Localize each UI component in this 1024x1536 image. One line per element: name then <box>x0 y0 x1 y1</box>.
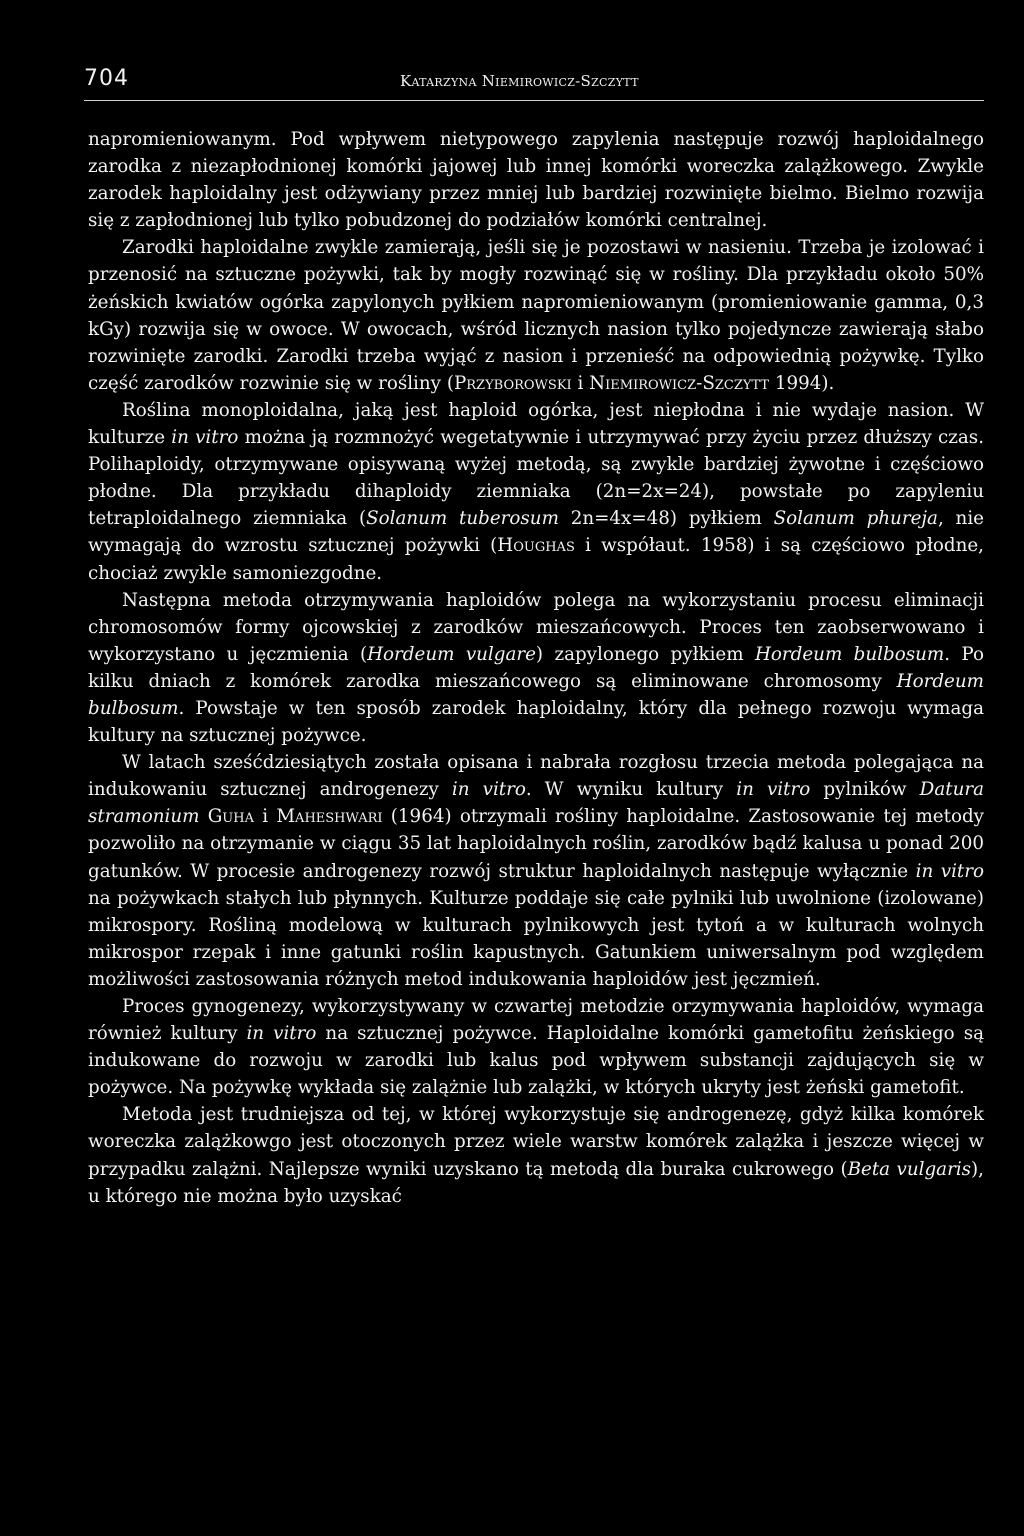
paragraph: Metoda jest trudniejsza od tej, w której wykorzystuje się androgenezę, gdyż kilka komórek woreczka zalążkowgo jest otoczonych przez wiele warstw komórek zalążka i jeszcze więcej w przypadku zalążni. Najlepsze wyniki uzyskano tą metodą dla buraka cukrowego (Beta vulgaris), u którego nie można było uzyskać <box>88 1104 984 1207</box>
species-name: Beta vulgaris <box>847 1158 972 1180</box>
author-citation: Niemirowicz-Szczytt <box>589 372 770 394</box>
paragraph: Proces gynogenezy, wykorzystywany w czwartej metodzie orzymywania haploidów, wymaga również kultury in vitro na sztucznej pożywce. Haploidalne komórki gametofitu żeńskiego są indukowane do rozwoju w zarodki lub kalus pod wpływem substancji zajdujących się w pożywce. Na pożywkę wykłada się zalążnie lub zalążki, w których ukryty jest żeński gametofit. <box>88 996 984 1099</box>
italic-term: in vitro <box>246 1023 317 1045</box>
species-name: Datura stramonium <box>88 779 984 828</box>
paragraph: Roślina monoploidalna, jaką jest haploid ogórka, jest niepłodna i nie wydaje nasion. W kulturze in vitro można ją rozmnożyć wegetatywnie i utrzymywać przy życiu przez dłuższy czas. Polihaploidy, otrzymywane opisywaną wyżej metodą, są zwykle bardziej żywotne i częściowo płodne. Dla przykładu dihaploidy ziemniaka (2n=2x=24), powstałe po zapyleniu tetraploidalnego ziemniaka (Solanum tuberosum 2n=4x=48) pyłkiem Solanum phureja, nie wymagają do wzrostu sztucznej pożywki (Houghas i współaut. 1958) i są częściowo płodne, chociaż zwykle samoniezgodne. <box>88 399 985 584</box>
paragraph: Zarodki haploidalne zwykle zamierają, jeśli się je pozostawi w nasieniu. Trzeba je izolować i przenosić na sztuczne pożywki, tak by mogły rozwinąć się w rośliny. Dla przykładu około 50% żeńskich kwiatów ogórka zapylonych pyłkiem napromieniowanym (promieniowanie gamma, 0,3 kGy) rozwija się w owoce. W owocach, wśród licznych nasion tylko pojedyncze zawierają słabo rozwinięte zarodki. Zarodki trzeba wyjąć z nasion i przenieść na odpowiednią pożywkę. Tylko część zarodków rozwinie się w rośliny (Przyborowski i Niemirowicz-Szczytt 1994). <box>88 237 984 394</box>
body-text <box>88 126 984 1210</box>
species-name: Hordeum vulgare <box>367 643 536 665</box>
species-name: Solanum phureja <box>773 508 938 530</box>
paragraph: napromieniowanym. Pod wpływem nietypowego zapylenia następuje rozwój haploidalnego zarodka z niezapłodnionej komórki jajowej lub innej komórki woreczka zalążkowego. Zwykle zarodek haploidalny jest odżywiany przez mniej lub bardziej rozwinięte bielmo. Bielmo rozwija się z zapłodnionej lub tylko pobudzonej do podziałów komórki centralnej. <box>88 129 984 232</box>
author-citation: Maheshwari <box>276 806 383 828</box>
running-head: Katarzyna Niemirowicz-Szczytt <box>400 72 639 90</box>
page-header <box>84 66 984 101</box>
italic-term: in vitro <box>451 779 526 801</box>
species-name: Hordeum bulbosum <box>88 670 984 719</box>
paragraph: Następna metoda otrzymywania haploidów polega na wykorzystaniu procesu eliminacji chromosomów formy ojcowskiej z zarodków mieszańcowych. Proces ten zaobserwowano i wykorzystano u jęczmienia (Hordeum vulgare) zapylonego pyłkiem Hordeum bulbosum. Po kilku dniach z komórek zarodka mieszańcowego są eliminowane chromosomy Hordeum bulbosum. Powstaje w ten sposób zarodek haploidalny, który dla pełnego rozwoju wymaga kultury na sztucznej pożywce. <box>88 589 984 747</box>
author-citation: Guha <box>207 806 254 828</box>
page-number: 704 <box>84 66 129 91</box>
italic-term: in vitro <box>736 779 811 801</box>
author-citation: Przyborowski <box>453 372 572 394</box>
paragraph: W latach sześćdziesiątych została opisana i nabrała rozgłosu trzecia metoda polegająca na indukowaniu sztucznej androgenezy in vitro. W wyniku kultury in vitro pylników Datura stramonium Guha i Maheshwari (1964) otrzymali rośliny haploidalne. Zastosowanie tej metody pozwoliło na otrzymanie w ciągu 35 lat haploidalnych roślin, zarodków bądź kalusa u ponad 200 gatunków. W procesie androgenezy rozwój struktur haploidalnych następuje wyłącznie in vitro na pożywkach stałych lub płynnych. Kulturze poddaje się całe pylniki lub uwolnione (izolowane) mikrospory. Rośliną modelową w kulturach pylnikowych jest tytoń a w kulturach wolnych mikrospor rzepak i inne gatunki roślin kapustnych. Gatunkiem uniwersalnym pod względem możliwości zastosowania różnych metod indukowania haploidów jest jęczmień. <box>88 752 985 990</box>
species-name: Solanum tuberosum <box>366 508 559 530</box>
italic-term: in vitro <box>171 427 239 449</box>
species-name: Hordeum bulbosum <box>754 643 945 665</box>
author-citation: Houghas <box>497 535 575 557</box>
italic-term: in vitro <box>915 860 985 882</box>
